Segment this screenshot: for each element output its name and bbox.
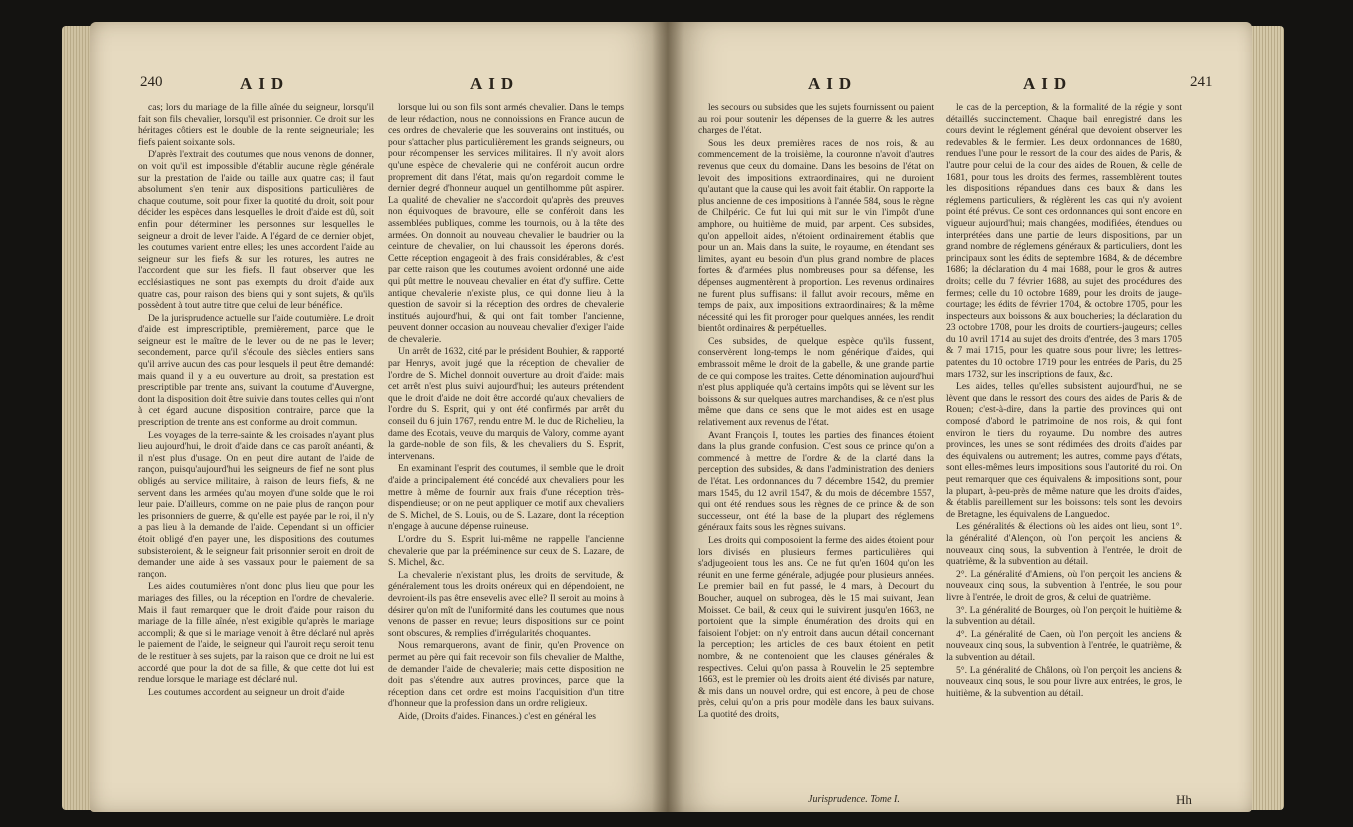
paragraph: le cas de la perception, & la formalité de la régie y sont détaillés succinctement. Chaque bail enregistré dans les cours devint le réglement général que devoient observer les redevables & le fermier. Les deux ordonnances de 1680, rendues l'une pour le ressort de la cour des aides de Paris, & l'autre pour celui de la cour des aides de Rouen, & celle de 1681, pour tous les droits des fermes, rassemblèrent toutes les dispositions répandues dans ces baux & dans les réglemens particuliers, & réglèrent les cas qui n'y avoient point été prévus. Ce sont ces ordonnances qui sont encore en vigueur aujourd'hui; mais changées, modifiées, étendues ou interprétées dans une partie de leurs dispositions, par un grand nombre de réglemens généraux & particuliers, dont les principaux sont les édits de septembre 1684, & de décembre 1686; la déclaration du 4 mai 1688, pour le gros & autres droits; celle du 7 février 1688, au sujet des procédures des fermes; celle du 10 octobre 1689, pour les droits de jauge-courtage; les édits de février 1704, & octobre 1705, pour les inspecteurs aux boissons & aux boucheries; la déclaration du 23 octobre 1708, pour les droits de courtiers-jaugeurs; celles du 10 avril 1714 au sujet des droits d'entrée, des 3 mars 1705 & 7 mai 1715, pour les quatre sous pour livre; les lettres-patentes du 10 octobre 1719 pour les entrées de Paris, du 25 mars 1732, sur les inscriptions de faux, &c. [946,102,1182,380]
signature-mark: Hh [1176,792,1192,807]
running-head-left-col1: AID [240,74,290,93]
paragraph: Les aides, telles qu'elles subsistent aujourd'hui, ne se lèvent que dans le ressort des cours des aides de Paris & de Rouen; c'est-à-dire, dans la partie des provinces qui ont composé d'abord le patrimoine de nos rois, & qui font environ le tiers du royaume. Du nombre des autres provinces, les unes se sont rédimées des droits d'aides par des équivalens ou autrement; les autres, comme pays d'états, sont elles-mêmes leurs impositions sous l'autorité du roi. On peut remarquer que ces équivalens & impositions sont, pour la plupart, à-peu-près de même nature que les droits d'aides, & établis pareillement sur les boissons: tels sont les devoirs de Bretagne, les équivalens de Languedoc. [946,381,1182,520]
paragraph: Avant François I, toutes les parties des finances étoient dans la plus grande confusion. C'est sous ce prince qu'on a commencé à mettre de l'ordre & de la clarté dans la perception des subsides, & dans l'administration des deniers de l'état. Les ordonnances du 7 décembre 1542, du premier mars 1545, du 12 avril 1547, & du mois de décembre 1557, qui ont été rendues sous les règnes de ce prince & de son successeur, ont été la base de la plupart des réglemens généraux faits sous les règnes suivans. [698,429,934,534]
right-page-column-1 [698,102,934,792]
paragraph: De la jurisprudence actuelle sur l'aide coutumière. Le droit d'aide est imprescriptible, premièrement, parce que le seigneur est le maître de le lever ou de ne pas le lever; secondement, parce qu'il s'écoule des siècles entiers sans qu'il arrive aucun des cas pour lesquels il peut être demandé: mais quand il y a eu ouverture au droit, sa prestation est prescriptible par trente ans, suivant la coutume d'Auvergne, dont la disposition doit être suivie dans toutes celles qui n'ont à cet égard aucune disposition contraire, parce que la prescription de trente ans est conforme au droit commun. [138,312,374,429]
running-head-right-col1: AID [808,74,858,93]
paragraph: La chevalerie n'existant plus, les droits de servitude, & généralement tous les droits onéreux qui en dépendoient, ne devroient-ils pas être ensevelis avec elle? Il seroit au moins à désirer qu'on mît de l'uniformité dans les coutumes que nous venons de passer en revue; leurs dispositions sur ce point sont obscures, & remplies d'irrégularités choquantes. [388,569,624,639]
right-page-edges [1250,26,1284,810]
paragraph: 5°. La généralité de Châlons, où l'on perçoit les anciens & nouveaux cinq sous, le sou pour livre aux entrées, le gros, le huitième, & la subvention au détail. [946,664,1182,699]
paragraph: Ces subsides, de quelque espèce qu'ils fussent, conservèrent long-temps le nom générique d'aides, qui embrassoit même le droit de la gabelle, & une grande partie de ce qui compose les traites. Cette dénomination aujourd'hui n'est plus appliquée qu'à certains impôts qui se lèvent sur les boissons & sur quelques autres marchandises, & ce n'est plus même que dans ce sens que le mot aides est en usage relativement aux revenus de l'état. [698,335,934,429]
running-head-right-col2: AID [1023,74,1073,93]
paragraph: L'ordre du S. Esprit lui-même ne rappelle l'ancienne chevalerie que par la prééminence sur ceux de S. Lazare, de S. Michel, &c. [388,533,624,569]
paragraph: Les coutumes accordent au seigneur un droit d'aide [148,686,345,698]
paragraph: Les généralités & élections où les aides ont lieu, sont 1°. la généralité d'Alençon, où l'on perçoit les anciens & nouveaux cinq sous, la subvention à l'entrée, le droit de quatrième, & la subvention au détail. [946,521,1182,568]
page-footer: Jurisprudence. Tome I. [808,794,900,805]
paragraph: D'après l'extrait des coutumes que nous venons de donner, on voit qu'il est impossible d'établir aucune règle générale sur la prestation de l'aide ou taille aux quatre cas; il faut absolument s'en tenir aux dispositions particulières de chaque coutume, soit pour fixer la quotité du droit, soit pour décider les espèces dans lesquelles le droit d'aide est dû, soit enfin pour déterminer les personnes sur lesquelles le seigneur a droit de lever l'aide. A l'égard de ce dernier objet, les coutumes varient entre elles; les unes accordent l'aide au seigneur sur les fiefs & sur les rotures, les autres ne l'accordent que sur les fiefs. Il faut observer que les ecclésiastiques ne sont pas exempts du droit d'aide aux quatre cas, pour raison des biens qui y sont sujets, & qu'ils possèdent à tout autre titre que celui de leur bénéfice. [138,149,374,312]
paragraph: 3°. La généralité de Bourges, où l'on perçoit le huitième & la subvention au détail. [946,604,1182,628]
left-page [90,22,668,812]
paragraph: 2°. La généralité d'Amiens, où l'on perçoit les anciens & nouveaux cinq sous, la subvention à l'entrée, le sou pour livre à l'entrée, le droit de gros, & celui de quatrième. [946,568,1182,603]
right-page-column-2 [946,102,1182,792]
right-page [668,22,1252,812]
paragraph: Nous remarquerons, avant de finir, qu'en Provence on permet au père qui fait recevoir son fils chevalier de Malthe, de demander l'aide de chevalerie; mais cette disposition ne doit pas s'étendre aux autres provinces, parce que la réception dans cet ordre est moins l'acquisition d'un titre d'honneur que la profession dans un ordre religieux. [388,640,624,710]
running-head-left-col2: AID [470,74,520,93]
left-page-column-2 [388,102,624,792]
book-gutter [652,22,684,812]
paragraph: Les voyages de la terre-sainte & les croisades n'ayant plus lieu aujourd'hui, le droit d'aide dans ce cas paroît anéanti, & il n'est plus d'usage. On en peut dire autant de l'aide de rançon, puisqu'aujourd'hui les seigneurs de fief ne sont plus obligés au service militaire, à raison de leurs fiefs, & ne servent dans les armées qu'au moyen d'une solde que le roi leur paie. D'ailleurs, comme on ne paie plus de rançon pour les prisonniers de guerre, & qu'elle est payée par le roi, il n'y a pas lieu à la demande de l'aide. Cependant si un officier étoit obligé d'en payer une, les dispositions des coutumes subsisteroient, & le seigneur fait prisonnier seroit en droit de demander une aide à ses vassaux pour le paiement de sa rançon. [138,429,374,580]
left-page-edges [62,26,92,810]
paragraph: Un arrêt de 1632, cité par le président Bouhier, & rapporté par Henrys, avoit jugé que la réception de chevalier de l'ordre de S. Michel donnoit ouverture au droit d'aide: mais cet arrêt n'est plus suivi aujourd'hui; les auteurs prétendent que le droit d'aide ne doit être accordé qu'aux chevaliers de l'ordre du S. Esprit, qui y ont été confirmés par arrêt du conseil du 6 juin 1767, rendu entre M. le duc de Richelieu, la dame des Ecotais, veuve du marquis de Valory, comme ayant la garde-noble de son fils, & les chevaliers du S. Esprit, intervenans. [388,346,624,462]
paragraph: cas; lors du mariage de la fille aînée du seigneur, lorsqu'il fait son fils chevalier, lorsqu'il est prisonnier. Ce droit sur les héritages côtiers est le double de la rente seigneuriale; les fiefs paient soixante sols. [138,102,374,148]
left-page-column-1 [138,102,374,792]
paragraph: Les droits qui composoient la ferme des aides étoient pour lors divisés en plusieurs fermes particulières qui s'adjugeoient tous les ans. Ce ne fut qu'en 1604 qu'on les réunit en une ferme générale, adjugée pour plusieurs années. Le premier bail en fut passé, le 4 mars, à Decourt du Boucher, auquel on subrogea, dès le 15 mai suivant, Jean Moisset. Ce bail, & ceux qui le suivirent jusqu'en 1663, ne portoient que la simple énumération des droits qui en faisoient l'objet: on n'y entroit dans aucun détail concernant la perception; les articles de ces baux étoient en petit nombre, & ne contenoient que les clauses générales & respectives. Celui qu'on passa à Rouvelin le 25 septembre 1663, est le premier où les droits aient été divisés par nature, & mis dans un nouvel ordre, qui est encore, à peu de chose près, celui qu'on a pris pour modèle dans les baux suivans. La quotité des droits, [698,534,934,720]
paragraph: Les aides coutumières n'ont donc plus lieu que pour les mariages des filles, ou la réception en l'ordre de chevalerie. Mais il faut remarquer que le droit d'aide pour raison du mariage de la fille aînée, n'est exigible qu'après le mariage accompli; & que si le mariage venoit à être déclaré nul après le paiement de l'aide, le seigneur qui l'auroit reçu seroit tenu de le restituer à ses sujets, par la raison que ce droit ne lui est accordé que pour la dot de sa fille, & que cette dot lui est rendue lorsque le mariage est déclaré nul. [138,581,374,686]
paragraph: les secours ou subsides que les sujets fournissent ou paient au roi pour soutenir les dépenses de la guerre & les autres charges de l'état. [698,102,934,137]
paragraph: lorsque lui ou son fils sont armés chevalier. Dans le temps de leur rédaction, nous ne connoissions en France aucun de ces ordres de chevalerie que les souverains ont institués, ou pour s'attacher plus particulièrement les grands seigneurs, ou pour récompenser les services militaires. Il n'y avoit alors qu'une espèce de chevalerie qui ne conféroit aucun ordre proprement dit dans l'état, mais qu'on regardoit comme le dernier degré d'honneur auquel un gentilhomme pût aspirer. La qualité de chevalier ne s'accordoit qu'après des preuves non équivoques de bravoure, elle se conféroit dans les assemblées publiques, comme les tournois, ou à la tête des armées. On donnoit au nouveau chevalier le baudrier ou la ceinture de chevalier, on lui chaussoit les éperons dorés. Cette réception engageoit à des frais considérables, & c'est par cette raison que les coutumes avoient ordonné une aide qui pût mettre le nouveau chevalier en état d'y suffire. Cette antique chevalerie n'existe plus, ce qui donne lieu à la question de savoir si la réception des ordres de chevalerie institués aujourd'hui, & qui ont fait tomber l'ancienne, peuvent donner occasion au nouveau chevalier d'exiger l'aide de chevalerie. [388,102,624,345]
paragraph: Sous les deux premières races de nos rois, & au commencement de la troisième, la couronne n'avoit d'autres revenus que ceux du domaine. Dans les besoins de l'état on levoit des impositions extraordinaires, qui ne duroient qu'autant que la cause qui les avoit fait établir. On rapporte la plus ancienne de ces impositions à l'année 584, sous le règne de Chilpéric. Ce fut lui qui mit sur le vin l'impôt d'une amphore, ou huitième de muid, par arpent. Ces subsides, qu'on appelloit aides, n'étoient ordinairement établis que pour un an. Mais dans la suite, le royaume, en étendant ses limites, ayant eu besoin d'un plus grand nombre de places fortes & d'armées plus nombreuses pour sa défense, les dépenses augmentèrent à proportion. Les revenus ordinaires ne furent plus suffisans: il fallut avoir recours, même en temps de paix, aux impositions extraordinaires; & la même nécessité qui les fit proroger pour quelques années, les rendit bientôt ordinaires & perpétuelles. [698,137,934,335]
page-number-right: 241 [1190,74,1213,90]
paragraph: En examinant l'esprit des coutumes, il semble que le droit d'aide a principalement été concédé aux chevaliers pour les mettre à même de fournir aux frais d'une réception très-dispendieuse; or on ne peut appliquer ce motif aux chevaliers de S. Michel, de S. Louis, ou de S. Lazare, dont la réception n'engage à aucune dépense ruineuse. [388,463,624,533]
paragraph: 4°. La généralité de Caen, où l'on perçoit les anciens & nouveaux cinq sous, la subvention à l'entrée, le quatrième, & la subvention au détail. [946,628,1182,663]
paragraph: Aide, (Droits d'aides. Finances.) c'est en général les [398,710,596,722]
page-number-left: 240 [140,74,163,90]
